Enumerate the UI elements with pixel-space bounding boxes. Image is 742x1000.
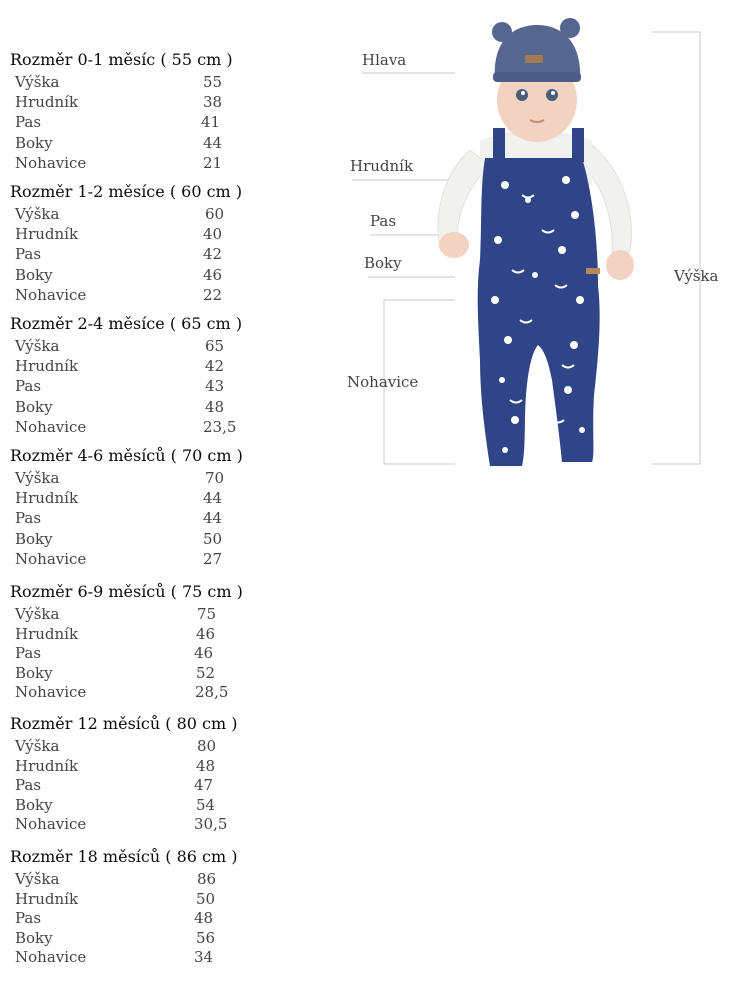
size-heading: Rozměr 18 měsíců ( 86 cm ) (10, 847, 238, 866)
row-waist (15, 112, 315, 132)
size-heading: Rozměr 1-2 měsíce ( 60 cm ) (10, 182, 243, 201)
row-chest (15, 624, 315, 644)
measure-value: 48 (194, 909, 214, 927)
measure-value: 86 (197, 870, 217, 888)
row-hips (15, 529, 315, 549)
measure-value: 44 (203, 489, 223, 507)
measure-value: 56 (196, 929, 216, 947)
hat-right-ear (560, 18, 580, 38)
measurement-illustration (330, 0, 742, 500)
hat-label (525, 55, 543, 63)
row-chest (15, 356, 315, 376)
measure-label: Boky (15, 266, 53, 284)
measure-label: Výška (15, 870, 60, 888)
row-chest (15, 224, 315, 244)
measure-label: Výška (15, 337, 60, 355)
row-chest (15, 92, 315, 112)
measure-label: Výška (15, 73, 60, 91)
measure-value: 50 (196, 890, 216, 908)
size-heading: Rozměr 2-4 měsíce ( 65 cm ) (10, 314, 243, 333)
row-waist (15, 908, 315, 928)
row-legs (15, 549, 315, 569)
overalls (478, 158, 600, 466)
right-eye (546, 89, 558, 101)
size-heading: Rozměr 12 měsíců ( 80 cm ) (10, 714, 238, 733)
measure-value: 30,5 (194, 815, 228, 833)
row-waist (15, 775, 315, 795)
row-waist (15, 376, 315, 396)
measure-label: Hrudník (15, 489, 79, 507)
hat-brim (493, 72, 581, 82)
measure-value: 48 (196, 757, 216, 775)
row-chest (15, 756, 315, 776)
row-height (15, 336, 315, 356)
measure-label: Nohavice (15, 683, 87, 701)
measure-label: Hrudník (15, 357, 79, 375)
label-legs: Nohavice (347, 373, 419, 391)
measure-label: Hrudník (15, 93, 79, 111)
row-legs (15, 814, 315, 834)
row-legs (15, 417, 315, 437)
measure-value: 40 (203, 225, 223, 243)
measure-value: 75 (197, 605, 217, 623)
measure-value: 42 (205, 357, 225, 375)
measure-label: Hrudník (15, 225, 79, 243)
row-hips (15, 795, 315, 815)
size-table (0, 0, 330, 1000)
row-height (15, 204, 315, 224)
measure-label: Výška (15, 205, 60, 223)
size-heading: Rozměr 4-6 měsíců ( 70 cm ) (10, 446, 243, 465)
measure-label: Pas (15, 113, 42, 131)
measure-label: Nohavice (15, 418, 87, 436)
measure-value: 28,5 (195, 683, 229, 701)
measure-label: Nohavice (15, 815, 87, 833)
measure-value: 46 (196, 625, 216, 643)
measure-label: Nohavice (15, 550, 87, 568)
measure-label: Pas (15, 509, 42, 527)
pocket-label (586, 268, 600, 274)
row-hips (15, 928, 315, 948)
measure-label: Pas (15, 245, 42, 263)
hat-left-ear (492, 22, 512, 42)
measure-label: Výška (15, 737, 60, 755)
measure-label: Hrudník (15, 757, 79, 775)
row-hips (15, 265, 315, 285)
measure-value: 47 (194, 776, 214, 794)
measure-value: 46 (203, 266, 223, 284)
left-strap (493, 128, 505, 162)
right-strap (572, 128, 584, 162)
measure-value: 23,5 (203, 418, 237, 436)
measure-value: 50 (203, 530, 223, 548)
measure-value: 70 (205, 469, 225, 487)
measure-value: 43 (205, 377, 225, 395)
measure-value: 46 (194, 644, 214, 662)
size-heading: Rozměr 0-1 měsíc ( 55 cm ) (10, 50, 233, 69)
row-hips (15, 663, 315, 683)
left-eye (516, 89, 528, 101)
left-hand (439, 232, 469, 258)
measure-label: Nohavice (15, 286, 87, 304)
label-hips: Boky (364, 254, 402, 272)
measure-value: 65 (205, 337, 225, 355)
size-heading: Rozměr 6-9 měsíců ( 75 cm ) (10, 582, 243, 601)
measure-label: Pas (15, 644, 42, 662)
measure-label: Boky (15, 664, 53, 682)
measure-label: Pas (15, 776, 42, 794)
measure-label: Boky (15, 530, 53, 548)
measure-value: 34 (194, 948, 214, 966)
measure-value: 44 (203, 509, 223, 527)
measure-value: 55 (203, 73, 223, 91)
label-chest: Hrudník (350, 157, 414, 175)
measure-value: 21 (203, 154, 223, 172)
row-legs (15, 947, 315, 967)
label-waist: Pas (370, 212, 397, 230)
row-legs (15, 682, 315, 702)
measure-label: Nohavice (15, 154, 87, 172)
measure-value: 52 (196, 664, 216, 682)
measure-label: Výška (15, 605, 60, 623)
measure-value: 48 (205, 398, 225, 416)
measure-value: 27 (203, 550, 223, 568)
measure-value: 54 (196, 796, 216, 814)
row-height (15, 72, 315, 92)
row-height (15, 468, 315, 488)
row-legs (15, 285, 315, 305)
row-chest (15, 488, 315, 508)
row-waist (15, 244, 315, 264)
measure-value: 60 (205, 205, 225, 223)
row-hips (15, 133, 315, 153)
row-height (15, 869, 315, 889)
measure-label: Boky (15, 398, 53, 416)
measure-label: Hrudník (15, 625, 79, 643)
measure-label: Pas (15, 909, 42, 927)
right-hand (606, 250, 634, 280)
measure-value: 44 (203, 134, 223, 152)
measure-label: Boky (15, 796, 53, 814)
measure-value: 41 (201, 113, 221, 131)
measure-value: 42 (203, 245, 223, 263)
measure-label: Pas (15, 377, 42, 395)
row-waist (15, 508, 315, 528)
baby-figure (330, 0, 742, 500)
row-chest (15, 889, 315, 909)
row-hips (15, 397, 315, 417)
measure-value: 80 (197, 737, 217, 755)
label-height: Výška (674, 267, 719, 285)
label-head: Hlava (362, 51, 407, 69)
measure-value: 22 (203, 286, 223, 304)
measure-label: Výška (15, 469, 60, 487)
row-height (15, 736, 315, 756)
measure-label: Boky (15, 929, 53, 947)
measure-label: Nohavice (15, 948, 87, 966)
measure-value: 38 (203, 93, 223, 111)
row-legs (15, 153, 315, 173)
height-bracket (652, 32, 700, 464)
row-waist (15, 643, 315, 663)
row-height (15, 604, 315, 624)
measure-label: Hrudník (15, 890, 79, 908)
measure-label: Boky (15, 134, 53, 152)
